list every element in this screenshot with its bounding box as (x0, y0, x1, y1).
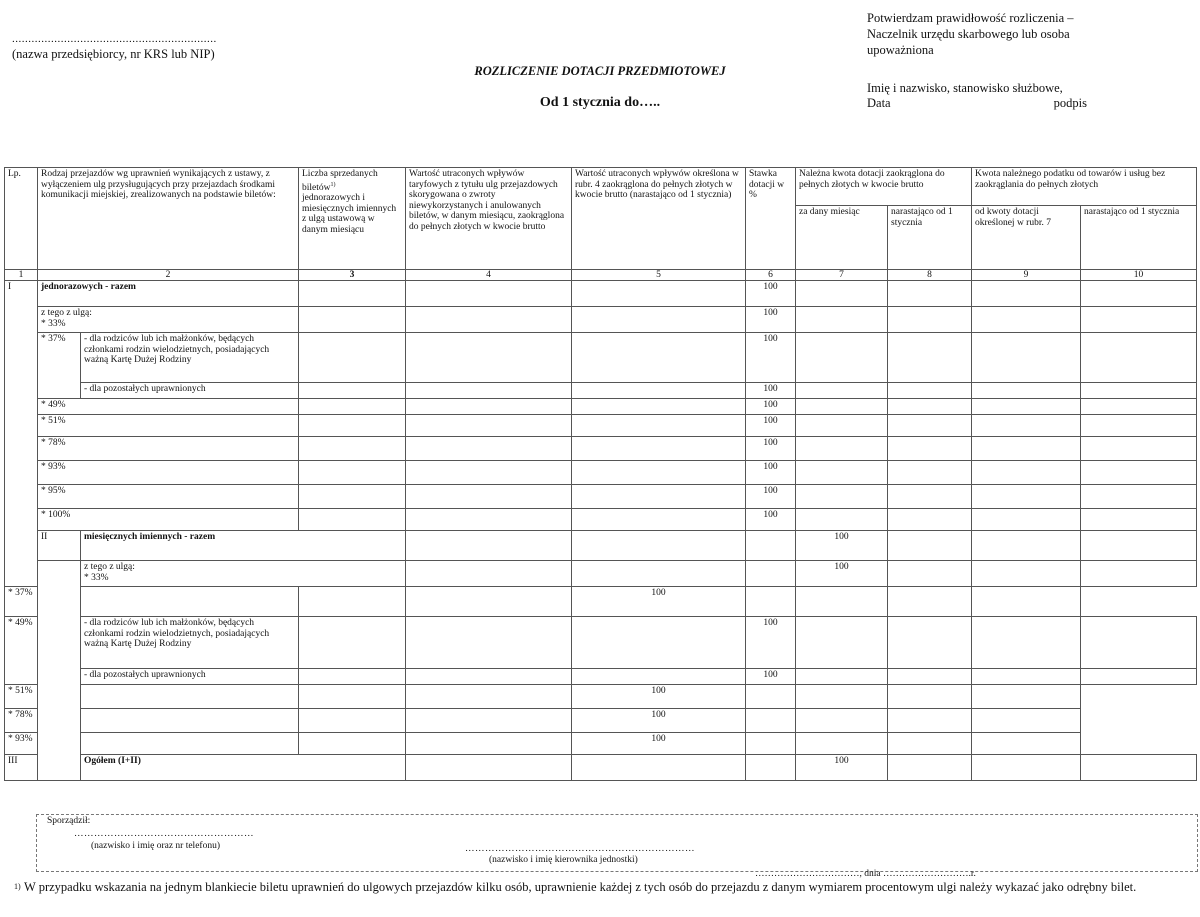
company-label: (nazwa przedsiębiorcy, nr KRS lub NIP) (12, 47, 215, 61)
rate-cell: 100 (746, 461, 796, 485)
table-row (5, 461, 1197, 485)
rate-cell: 100 (746, 415, 796, 437)
rate-51-label: * 51% (38, 415, 299, 437)
header-nalezna-cumulative: narastająco od 1 stycznia (888, 206, 972, 270)
col-number: 6 (746, 270, 796, 281)
rate-cell: 100 (572, 685, 746, 709)
rate-cell: 100 (746, 399, 796, 415)
col-number: 8 (888, 270, 972, 281)
confirm-line-2: Naczelnik urzędu skarbowego lub osoba (867, 27, 1070, 41)
confirm-line-3: upoważniona (867, 43, 934, 57)
section-lp: III (5, 755, 38, 781)
table-row (5, 383, 1197, 399)
header-wartosc-4: Wartość utraconych wpływów taryfowych z tytułu ulg przejazdowych skorygowana o zwroty niewykorzystanych i anulowanych biletów, w danym miesiącu, zaokrąglona do pełnych złotych w kwocie brutto (406, 168, 572, 270)
col-number: 2 (38, 270, 299, 281)
row-label (38, 307, 299, 333)
rate-cell: 100 (746, 617, 796, 669)
rate-cell: 100 (746, 437, 796, 461)
rate-cell: 100 (746, 383, 796, 399)
row-label (81, 561, 406, 587)
period-label: Od 1 stycznia do….. (539, 95, 661, 110)
section-lp: I (5, 281, 38, 587)
family-label: - dla rodziców lub ich małżonków, będących członkami rodzin wielodzietnych, posiadających ważną Kartę Dużej Rodziny (81, 333, 299, 383)
table-row (5, 281, 1197, 307)
rate-cell: 100 (796, 531, 888, 561)
table-row (5, 755, 1197, 781)
rate-cell: 100 (746, 669, 796, 685)
table-row (5, 437, 1197, 461)
company-dots: ............................................................... (12, 33, 217, 45)
table-row (5, 669, 1197, 685)
header-rodzaj: Rodzaj przejazdów wg uprawnień wynikających z ustawy, z wyłączeniem ulg przysługujących przy przejazdach środkami komunikacji miejskiej, zrealizowanych na podstawie biletów: (38, 168, 299, 270)
z-tego-label: z tego z ulgą: (41, 308, 92, 318)
rate-cell: 100 (796, 755, 888, 781)
preparer-name-label: (nazwisko i imię oraz nr telefonu) (91, 841, 220, 851)
rate-100-label: * 100% (38, 509, 299, 531)
rate-49-label: * 49% (38, 399, 299, 415)
col-number: 3 (299, 270, 406, 281)
col-number: 10 (1081, 270, 1197, 281)
settlement-table (4, 167, 1197, 781)
head-name-label: (nazwisko i imię kierownika jednostki) (489, 855, 638, 865)
col-number: 5 (572, 270, 746, 281)
rate-cell: 100 (746, 281, 796, 307)
z-tego-label: z tego z ulgą: (84, 562, 135, 572)
signature-label: podpis (1053, 96, 1087, 110)
rate-49-label: * 49% (5, 617, 38, 685)
table-row (5, 307, 1197, 333)
rate-33-label: * 33% (41, 318, 66, 329)
rate-93-label: * 93% (38, 461, 299, 485)
col-number: 7 (796, 270, 888, 281)
header-liczba-a: Liczba sprzedanych biletów (302, 169, 378, 193)
rate-cell: 100 (746, 307, 796, 333)
col-number: 9 (972, 270, 1081, 281)
table-row (5, 561, 1197, 587)
rate-78-label: * 78% (38, 437, 299, 461)
header-wartosc-5: Wartość utraconych wpływów określona w rubr. 4 zaokrąglona do pełnych złotych w kwocie brutto (narastająco od 1 stycznia) (572, 168, 746, 270)
footnote-marker: 1) (14, 882, 21, 891)
footnote-text: W przypadku wskazania na jednym blankiecie biletu uprawnień do ulgowych przejazdów kilku osób, uprawnienie każdej z tych osób do przejazdu z danym wymiarem procentowym ulgi należy wykazać jako odrębny bilet. (24, 880, 1137, 894)
rate-cell: 100 (746, 509, 796, 531)
section-title: Ogółem (I+II) (81, 755, 406, 781)
rate-cell: 100 (572, 733, 746, 755)
prepared-label: Sporządził: (47, 816, 91, 826)
page-title: ROZLICZENIE DOTACJI PRZEDMIOTOWEJ (474, 64, 726, 78)
preparer-dots: ……………………………………………… (74, 829, 254, 839)
rate-cell: 100 (572, 587, 746, 617)
date-signature-row (867, 96, 1087, 111)
header-nalezna: Należna kwota dotacji zaokrąglona do pełnych złotych w kwocie brutto (796, 168, 972, 206)
rate-95-label: * 95% (38, 485, 299, 509)
rate-93-label: * 93% (5, 733, 81, 755)
family-label: - dla rodziców lub ich małżonków, będących członkami rodzin wielodzietnych, posiadających ważną Kartę Dużej Rodziny (81, 617, 299, 669)
table-row (5, 509, 1197, 531)
head-dots: …………………………………………………………… (465, 844, 695, 854)
name-position-label: Imię i nazwisko, stanowisko służbowe, (867, 81, 1063, 95)
rate-cell: 100 (746, 333, 796, 383)
col-number: 1 (5, 270, 38, 281)
rate-cell: 100 (572, 709, 746, 733)
header-liczba (299, 168, 406, 270)
rate-33-label: * 33% (84, 572, 109, 583)
table-row (5, 709, 1197, 733)
footnote-ref: 1) (330, 181, 336, 188)
others-label: - dla pozostałych uprawnionych (81, 669, 299, 685)
footnote (14, 880, 1196, 894)
prepared-by-block (36, 814, 1198, 879)
section-lp: II (38, 531, 81, 561)
rate-37-label: * 37% (5, 587, 81, 617)
header-stawka: Stawka dotacji w % (746, 168, 796, 270)
rate-cell: 100 (746, 485, 796, 509)
table-row (5, 399, 1197, 415)
table-row (5, 733, 1197, 755)
col-number: 4 (406, 270, 572, 281)
section-title: miesięcznych imiennych - razem (81, 531, 406, 561)
confirmation-block (867, 10, 1197, 58)
header-podatek: Kwota należnego podatku od towarów i usług bez zaokrąglania do pełnych złotych (972, 168, 1197, 206)
section-title: jednorazowych - razem (38, 281, 299, 307)
rate-cell: 100 (796, 561, 888, 587)
table-row (5, 415, 1197, 437)
table-row (5, 485, 1197, 509)
header-nalezna-month: za dany miesiąc (796, 206, 888, 270)
header-lp: Lp. (5, 168, 38, 270)
rate-78-label: * 78% (5, 709, 81, 733)
table-row (5, 617, 1197, 669)
others-label: - dla pozostałych uprawnionych (81, 383, 299, 399)
header-podatek-cumulative: narastająco od 1 stycznia (1081, 206, 1197, 270)
table-row (5, 531, 1197, 561)
table-row (5, 587, 1197, 617)
rate-51-label: * 51% (5, 685, 81, 709)
rate-37-label: * 37% (38, 333, 81, 399)
date-label: Data (867, 96, 891, 110)
date-line: ……………………………, dnia ……………………….r. (755, 869, 976, 879)
table-row (5, 685, 1197, 709)
header-podatek-month: od kwoty dotacji określonej w rubr. 7 (972, 206, 1081, 270)
confirm-line-1: Potwierdzam prawidłowość rozliczenia – (867, 11, 1074, 25)
table-row (5, 333, 1197, 383)
header-liczba-b: jednorazowych i miesięcznych imiennych z ulgą ustawową w danym miesiącu (302, 193, 397, 235)
